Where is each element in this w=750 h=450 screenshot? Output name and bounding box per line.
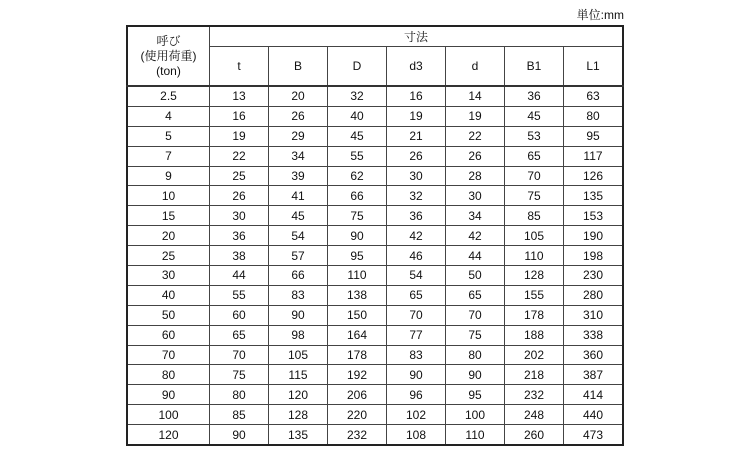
- dimension-cell: 30: [446, 186, 505, 206]
- dimension-cell: 280: [564, 285, 624, 305]
- table-row: [127, 206, 623, 226]
- table-row: [127, 425, 623, 445]
- table-row: [127, 385, 623, 405]
- dimension-cell: 218: [505, 365, 564, 385]
- dimension-cell: 115: [269, 365, 328, 385]
- dimension-cell: 40: [328, 106, 387, 126]
- dimension-cell: 26: [269, 106, 328, 126]
- table-row: [127, 365, 623, 385]
- table-row: [127, 266, 623, 286]
- dimension-cell: 63: [564, 86, 624, 106]
- dimension-cell: 28: [446, 166, 505, 186]
- dimension-cell: 155: [505, 285, 564, 305]
- dimension-cell: 473: [564, 425, 624, 445]
- nominal-cell: 2.5: [127, 86, 210, 106]
- nominal-cell: 4: [127, 106, 210, 126]
- dimension-cell: 54: [387, 266, 446, 286]
- dimension-cell: 29: [269, 126, 328, 146]
- nominal-cell: 25: [127, 246, 210, 266]
- dimension-cell: 102: [387, 405, 446, 425]
- dimension-cell: 75: [505, 186, 564, 206]
- dimension-cell: 96: [387, 385, 446, 405]
- table-row: [127, 86, 623, 106]
- table-row: [127, 305, 623, 325]
- dimension-cell: 53: [505, 126, 564, 146]
- nominal-cell: 9: [127, 166, 210, 186]
- dimension-cell: 220: [328, 405, 387, 425]
- dimension-cell: 100: [446, 405, 505, 425]
- dimension-cell: 135: [269, 425, 328, 445]
- dimension-cell: 57: [269, 246, 328, 266]
- dimension-cell: 83: [387, 345, 446, 365]
- dimension-cell: 39: [269, 166, 328, 186]
- dimension-cell: 16: [210, 106, 269, 126]
- nominal-header: [127, 26, 210, 86]
- dimension-cell: 110: [446, 425, 505, 445]
- column-header-d3: d3: [387, 47, 446, 87]
- dimension-cell: 19: [387, 106, 446, 126]
- dimension-cell: 26: [210, 186, 269, 206]
- dimension-cell: 45: [328, 126, 387, 146]
- dimension-cell: 310: [564, 305, 624, 325]
- dimension-cell: 30: [387, 166, 446, 186]
- dimension-cell: 70: [446, 305, 505, 325]
- dimension-cell: 16: [387, 86, 446, 106]
- dimension-cell: 126: [564, 166, 624, 186]
- dimension-cell: 34: [446, 206, 505, 226]
- table-row: [127, 126, 623, 146]
- dimension-cell: 19: [446, 106, 505, 126]
- dimension-cell: 65: [446, 285, 505, 305]
- dimension-cell: 42: [387, 226, 446, 246]
- dimension-cell: 36: [505, 86, 564, 106]
- nominal-cell: 100: [127, 405, 210, 425]
- dimension-cell: 34: [269, 146, 328, 166]
- column-header-d: D: [328, 47, 387, 87]
- dimension-cell: 45: [505, 106, 564, 126]
- dimension-cell: 62: [328, 166, 387, 186]
- dimension-cell: 128: [269, 405, 328, 425]
- table-row: [127, 166, 623, 186]
- dimension-cell: 41: [269, 186, 328, 206]
- dimension-table: [126, 25, 624, 446]
- dimension-cell: 206: [328, 385, 387, 405]
- dimension-cell: 80: [210, 385, 269, 405]
- unit-label: 単位:mm: [576, 8, 624, 22]
- dimension-cell: 14: [446, 86, 505, 106]
- dimension-cell: 128: [505, 266, 564, 286]
- dimension-cell: 75: [328, 206, 387, 226]
- nominal-cell: 30: [127, 266, 210, 286]
- dimension-cell: 54: [269, 226, 328, 246]
- dimension-cell: 55: [328, 146, 387, 166]
- dimension-cell: 46: [387, 246, 446, 266]
- dimension-cell: 117: [564, 146, 624, 166]
- unit-ton-label: (ton): [156, 63, 181, 78]
- dimension-cell: 80: [564, 106, 624, 126]
- dimension-cell: 98: [269, 325, 328, 345]
- table-row: [127, 226, 623, 246]
- dimension-cell: 65: [210, 325, 269, 345]
- dimension-cell: 198: [564, 246, 624, 266]
- dimension-cell: 83: [269, 285, 328, 305]
- table-row: [127, 186, 623, 206]
- dimension-cell: 32: [328, 86, 387, 106]
- dimension-cell: 440: [564, 405, 624, 425]
- nominal-cell: 80: [127, 365, 210, 385]
- dimension-cell: 90: [446, 365, 505, 385]
- dimension-cell: 85: [210, 405, 269, 425]
- dimension-cell: 95: [446, 385, 505, 405]
- dimension-cell: 25: [210, 166, 269, 186]
- dimension-cell: 19: [210, 126, 269, 146]
- column-header-l1: L1: [564, 47, 624, 87]
- dimension-cell: 338: [564, 325, 624, 345]
- nominal-cell: 70: [127, 345, 210, 365]
- dimension-cell: 55: [210, 285, 269, 305]
- dimension-cell: 95: [564, 126, 624, 146]
- dimension-cell: 85: [505, 206, 564, 226]
- dimension-cell: 110: [328, 266, 387, 286]
- dimension-cell: 178: [328, 345, 387, 365]
- dimension-cell: 42: [446, 226, 505, 246]
- dimension-cell: 90: [328, 226, 387, 246]
- nominal-cell: 20: [127, 226, 210, 246]
- dimension-cell: 414: [564, 385, 624, 405]
- dimension-cell: 80: [446, 345, 505, 365]
- dimension-cell: 190: [564, 226, 624, 246]
- dimension-cell: 192: [328, 365, 387, 385]
- dimension-cell: 26: [387, 146, 446, 166]
- dimension-cell: 70: [210, 345, 269, 365]
- dimension-cell: 22: [210, 146, 269, 166]
- dimension-cell: 95: [328, 246, 387, 266]
- table-row: [127, 325, 623, 345]
- column-header-b1: B1: [505, 47, 564, 87]
- dimension-cell: 110: [505, 246, 564, 266]
- dimension-cell: 230: [564, 266, 624, 286]
- dimension-cell: 202: [505, 345, 564, 365]
- dimension-cell: 150: [328, 305, 387, 325]
- column-header-d: d: [446, 47, 505, 87]
- dimension-cell: 65: [387, 285, 446, 305]
- dimension-cell: 120: [269, 385, 328, 405]
- dimension-cell: 20: [269, 86, 328, 106]
- dimension-cell: 13: [210, 86, 269, 106]
- dimension-cell: 66: [269, 266, 328, 286]
- dimension-cell: 138: [328, 285, 387, 305]
- dimension-cell: 50: [446, 266, 505, 286]
- dimension-cell: 77: [387, 325, 446, 345]
- dimension-cell: 90: [210, 425, 269, 445]
- dimension-cell: 188: [505, 325, 564, 345]
- load-label: (使用荷重): [140, 48, 197, 63]
- dimension-cell: 21: [387, 126, 446, 146]
- dimension-cell: 105: [505, 226, 564, 246]
- dimension-cell: 44: [446, 246, 505, 266]
- dimension-cell: 44: [210, 266, 269, 286]
- dimension-cell: 178: [505, 305, 564, 325]
- dimensions-header: 寸法: [210, 26, 624, 47]
- column-header-t: t: [210, 47, 269, 87]
- nominal-cell: 7: [127, 146, 210, 166]
- dimension-cell: 360: [564, 345, 624, 365]
- nominal-cell: 60: [127, 325, 210, 345]
- table-row: [127, 246, 623, 266]
- dimension-cell: 38: [210, 246, 269, 266]
- nominal-cell: 50: [127, 305, 210, 325]
- dimension-cell: 70: [387, 305, 446, 325]
- dimension-cell: 36: [210, 226, 269, 246]
- dimension-cell: 90: [269, 305, 328, 325]
- table-row: [127, 146, 623, 166]
- nominal-cell: 5: [127, 126, 210, 146]
- dimension-cell: 32: [387, 186, 446, 206]
- dimension-cell: 387: [564, 365, 624, 385]
- dimension-cell: 65: [505, 146, 564, 166]
- dimension-cell: 90: [387, 365, 446, 385]
- dimension-cell: 36: [387, 206, 446, 226]
- dimension-cell: 70: [505, 166, 564, 186]
- column-header-b: B: [269, 47, 328, 87]
- dimension-cell: 30: [210, 206, 269, 226]
- nominal-label: 呼び: [156, 33, 181, 48]
- dimension-cell: 45: [269, 206, 328, 226]
- dimension-cell: 105: [269, 345, 328, 365]
- nominal-cell: 15: [127, 206, 210, 226]
- dimension-cell: 164: [328, 325, 387, 345]
- table-row: [127, 345, 623, 365]
- nominal-cell: 10: [127, 186, 210, 206]
- dimension-cell: 153: [564, 206, 624, 226]
- nominal-cell: 120: [127, 425, 210, 445]
- table-row: [127, 405, 623, 425]
- dimension-cell: 60: [210, 305, 269, 325]
- table-row: [127, 285, 623, 305]
- dimension-cell: 66: [328, 186, 387, 206]
- dimension-cell: 260: [505, 425, 564, 445]
- dimension-cell: 108: [387, 425, 446, 445]
- dimension-cell: 232: [505, 385, 564, 405]
- dimension-cell: 26: [446, 146, 505, 166]
- dimension-cell: 135: [564, 186, 624, 206]
- dimension-cell: 232: [328, 425, 387, 445]
- dimension-cell: 75: [210, 365, 269, 385]
- nominal-cell: 40: [127, 285, 210, 305]
- dimension-cell: 22: [446, 126, 505, 146]
- dimension-cell: 248: [505, 405, 564, 425]
- table-row: [127, 106, 623, 126]
- dimension-cell: 75: [446, 325, 505, 345]
- nominal-cell: 90: [127, 385, 210, 405]
